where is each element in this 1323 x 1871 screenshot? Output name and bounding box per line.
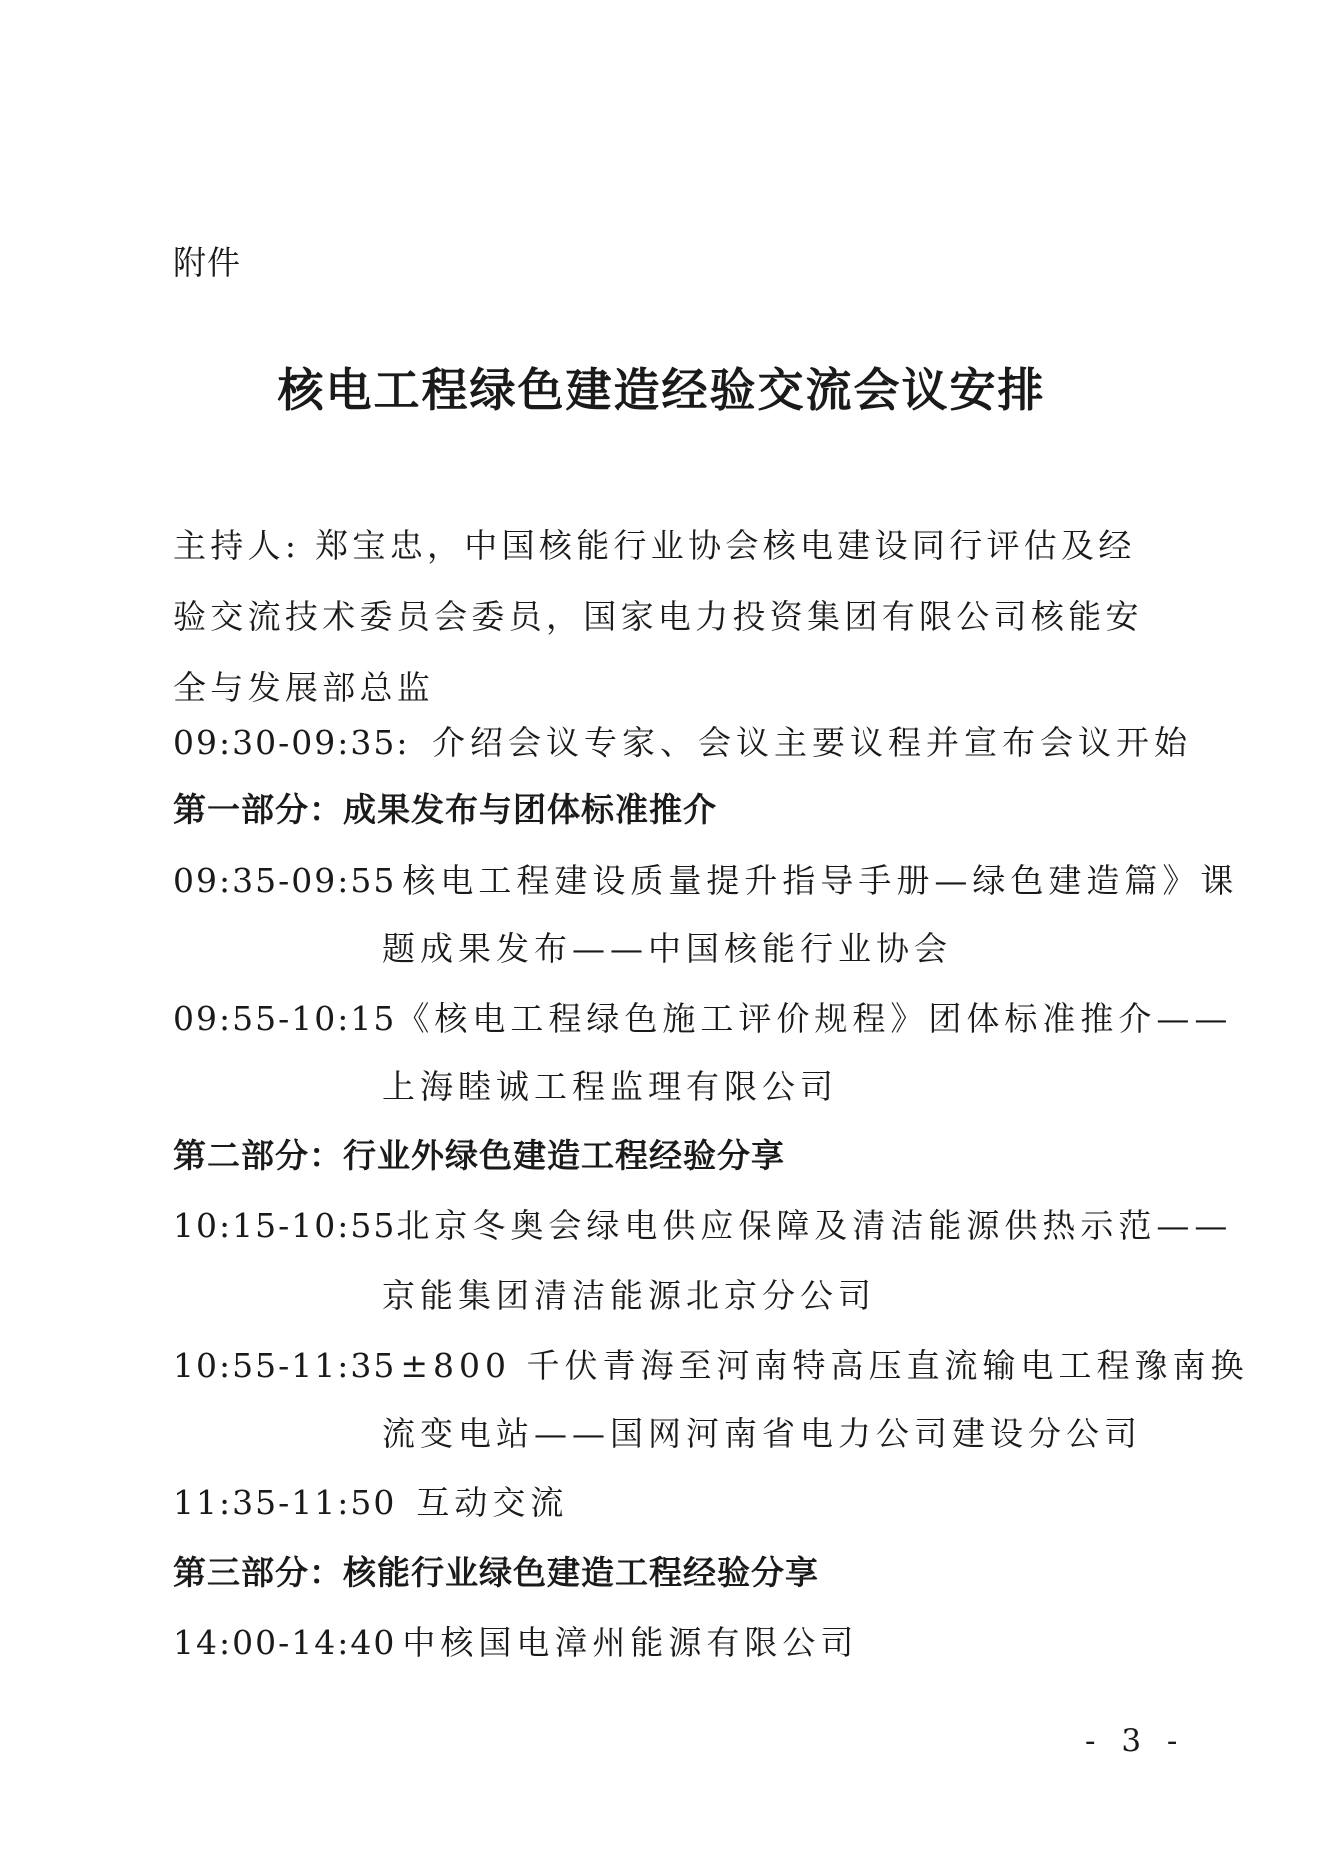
- agenda-item: [173, 1623, 858, 1663]
- agenda-desc: 核电工程建设质量提升指导手册—绿色建造篇》课: [402, 861, 1239, 900]
- agenda-item: [173, 1483, 568, 1523]
- agenda-time: 09:30-09:35:: [173, 723, 410, 762]
- attachment-label: 附件: [173, 243, 241, 282]
- agenda-desc-continued: 流变电站——国网河南省电力公司建设分公司: [382, 1414, 1142, 1453]
- document-title: 核电工程绿色建造经验交流会议安排: [277, 363, 1046, 417]
- agenda-desc: ±800 千伏青海至河南特高压直流输电工程豫南换: [400, 1346, 1249, 1385]
- agenda-item: [173, 1206, 1232, 1246]
- agenda-desc: 互动交流: [416, 1483, 569, 1522]
- agenda-desc: 北京冬奥会绿电供应保障及清洁能源供热示范——: [396, 1206, 1233, 1245]
- page-number: - 3 -: [1085, 1723, 1186, 1759]
- section-heading-part3: 第三部分：核能行业绿色建造工程经验分享: [173, 1553, 819, 1592]
- agenda-desc-continued: 京能集团清洁能源北京分公司: [382, 1276, 876, 1315]
- agenda-time: 10:55-11:35: [173, 1346, 397, 1385]
- agenda-time: 14:00-14:40: [173, 1623, 397, 1662]
- agenda-desc-continued: 上海睦诚工程监理有限公司: [382, 1067, 838, 1106]
- agenda-time: 11:35-11:50: [173, 1483, 397, 1522]
- agenda-time: 10:15-10:55: [173, 1206, 397, 1245]
- host-paragraph: 主持人: 郑宝忠，中国核能行业协会核电建设同行评估及经验交流技术委员会委员，国家电力投资集团有限公司核能安全与发展部总监: [173, 526, 1143, 707]
- agenda-desc: 中核国电漳州能源有限公司: [402, 1623, 859, 1662]
- agenda-item: [173, 861, 1238, 901]
- agenda-desc: 《核电工程绿色施工评价规程》团体标准推介——: [396, 999, 1233, 1038]
- section-heading-part1: 第一部分：成果发布与团体标准推介: [173, 790, 717, 829]
- agenda-time: 09:55-10:15: [173, 999, 397, 1038]
- section-heading-part2: 第二部分：行业外绿色建造工程经验分享: [173, 1136, 785, 1175]
- agenda-item: [173, 1346, 1249, 1386]
- agenda-item: [173, 999, 1232, 1039]
- agenda-desc-continued: 题成果发布——中国核能行业协会: [382, 929, 952, 968]
- agenda-desc: 介绍会议专家、会议主要议程并宣布会议开始: [431, 723, 1192, 762]
- agenda-time: 09:35-09:55: [173, 861, 397, 900]
- agenda-item-opening: [173, 723, 1192, 763]
